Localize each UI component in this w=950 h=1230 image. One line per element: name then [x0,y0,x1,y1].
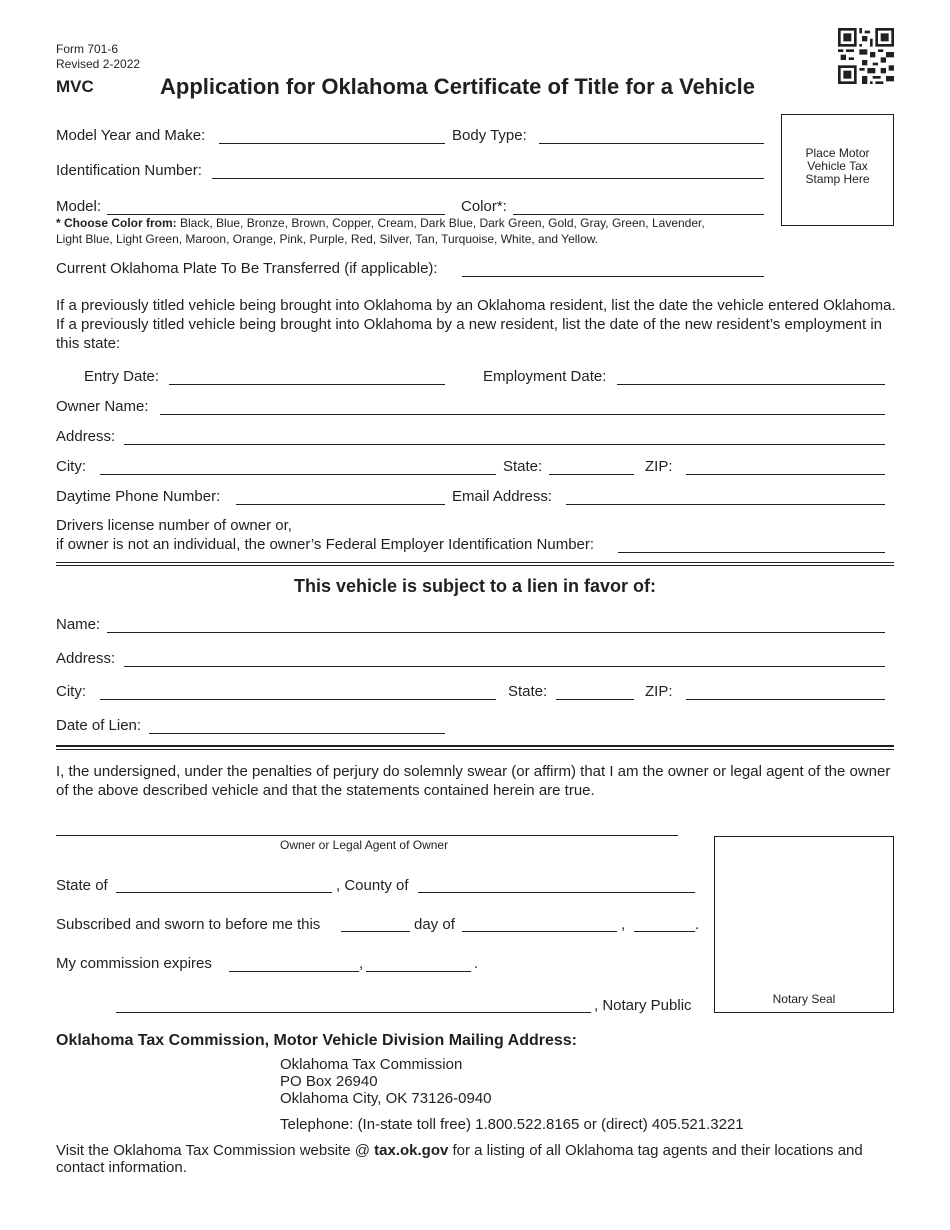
mailing-heading: Oklahoma Tax Commission, Motor Vehicle Division Mailing Address: [56,1032,577,1049]
form-number: Form 701-6 [56,42,119,56]
lien-state-label: State: [508,683,548,700]
footer-line2: contact information. [56,1159,187,1176]
model-year-make-field[interactable] [219,143,445,144]
color-note-line1 [56,216,705,230]
lien-city-field[interactable] [100,699,496,700]
color-label: Color*: [461,198,507,215]
license-field[interactable] [618,552,885,553]
lien-zip-label: ZIP: [645,683,673,700]
identification-number-label: Identification Number: [56,162,202,179]
owner-state-label: State: [503,458,543,475]
sworn-year-field[interactable] [634,931,695,932]
lien-zip-field[interactable] [686,699,885,700]
owner-city-field[interactable] [100,474,496,475]
lien-name-label: Name: [56,616,101,633]
notary-signature-field[interactable] [116,1012,591,1013]
color-field[interactable] [513,214,764,215]
commission-date-field[interactable] [229,971,359,972]
owner-state-field[interactable] [549,474,634,475]
phone-label: Daytime Phone Number: [56,488,221,505]
plate-field[interactable] [462,276,764,277]
notary-state-field[interactable] [116,892,332,893]
owner-address-field[interactable] [124,444,885,445]
email-field[interactable] [566,504,885,505]
plate-label: Current Oklahoma Plate To Be Transferred (if applicable): [56,260,438,277]
county-of-label: , County of [336,877,409,894]
owner-name-label: Owner Name: [56,398,149,415]
section-divider-2 [56,745,894,750]
owner-signature-field[interactable] [56,835,678,836]
notary-seal-box [714,836,894,1013]
license-label-line2: if owner is not an individual, the owner’s Federal Employer Identification Number: [56,536,595,553]
resident-instructions: If a previously titled vehicle being brought into Oklahoma by an Oklahoma resident, list the date the vehicle entered Oklahoma. If a previously titled vehicle being brought into Oklahoma by a new resident, list the date of the new resident’s employment in this state: [56,297,896,352]
subscribed-label: Subscribed and sworn to before me this [56,916,321,933]
lien-name-field[interactable] [107,632,885,633]
commission-comma: , [359,955,364,972]
commission-label: My commission expires [56,955,212,972]
signature-caption: Owner or Legal Agent of Owner [280,838,449,852]
employment-date-field[interactable] [617,384,885,385]
lien-date-field[interactable] [149,733,445,734]
color-note-prefix: * Choose Color from: [56,216,177,230]
state-of-label: State of [56,877,108,894]
phone-field[interactable] [236,504,445,505]
model-field[interactable] [107,214,445,215]
lien-heading: This vehicle is subject to a lien in favor of: [293,576,657,596]
model-year-make-label: Model Year and Make: [56,127,206,144]
footer-visit-suffix: for a listing of all Oklahoma tag agents and their locations and [448,1142,863,1159]
mailing-line1: Oklahoma Tax Commission [280,1056,463,1073]
telephone: Telephone: (In-state toll free) 1.800.522.8165 or (direct) 405.521.3221 [280,1116,744,1133]
entry-date-field[interactable] [169,384,445,385]
stamp-text-line1: Place Motor [805,146,870,160]
entry-date-label: Entry Date: [84,368,160,385]
lien-address-label: Address: [56,650,116,667]
qr-code-icon [838,28,894,84]
notary-county-field[interactable] [418,892,695,893]
lien-city-label: City: [56,683,86,700]
email-label: Email Address: [452,488,553,505]
body-type-label: Body Type: [452,127,527,144]
owner-zip-label: ZIP: [645,458,673,475]
revised-date: Revised 2-2022 [56,57,141,71]
owner-address-label: Address: [56,428,116,445]
sworn-period: . [695,916,700,933]
commission-period: . [474,955,479,972]
owner-zip-field[interactable] [686,474,885,475]
tax-stamp-box [781,114,894,226]
page-title: Application for Oklahoma Certificate of Title for a Vehicle [160,74,755,99]
mailing-line3: Oklahoma City, OK 73126-0940 [280,1090,492,1107]
section-divider [56,562,894,566]
mailing-line2: PO Box 26940 [280,1073,378,1090]
day-of-label: day of [414,916,455,933]
owner-name-field[interactable] [160,414,885,415]
sworn-day-field[interactable] [341,931,410,932]
notary-public-label: , Notary Public [594,997,692,1014]
commission-year-field[interactable] [366,971,471,972]
identification-number-field[interactable] [212,178,764,179]
lien-address-field[interactable] [124,666,885,667]
employment-date-label: Employment Date: [483,368,607,385]
website-link[interactable]: tax.ok.gov [374,1142,449,1159]
lien-date-label: Date of Lien: [56,717,142,734]
footer-visit-prefix: Visit the Oklahoma Tax Commission website @ [56,1142,375,1159]
sworn-comma: , [621,916,626,933]
stamp-text-line3: Stamp Here [805,172,870,186]
notary-seal-label: Notary Seal [772,992,836,1006]
color-note-list1: Black, Blue, Bronze, Brown, Copper, Cream, Dark Blue, Dark Green, Gold, Gray, Green, Lavender, [176,216,705,230]
division-code: MVC [56,77,94,96]
model-label: Model: [56,198,102,215]
color-note-line2: Light Blue, Light Green, Maroon, Orange, Pink, Purple, Red, Silver, Tan, Turquoise, White, and Yellow. [56,232,599,246]
affidavit-statement: I, the undersigned, under the penalties of perjury do solemnly swear (or affirm) that I am the owner or legal agent of the owner of the above described vehicle and that the statements contained herein are true. [56,763,891,799]
body-type-field[interactable] [539,143,764,144]
stamp-text-line2: Vehicle Tax [807,159,868,173]
owner-city-label: City: [56,458,86,475]
sworn-month-field[interactable] [462,931,617,932]
lien-state-field[interactable] [556,699,634,700]
license-label-line1: Drivers license number of owner or, [56,517,292,534]
footer-line1 [56,1142,863,1159]
